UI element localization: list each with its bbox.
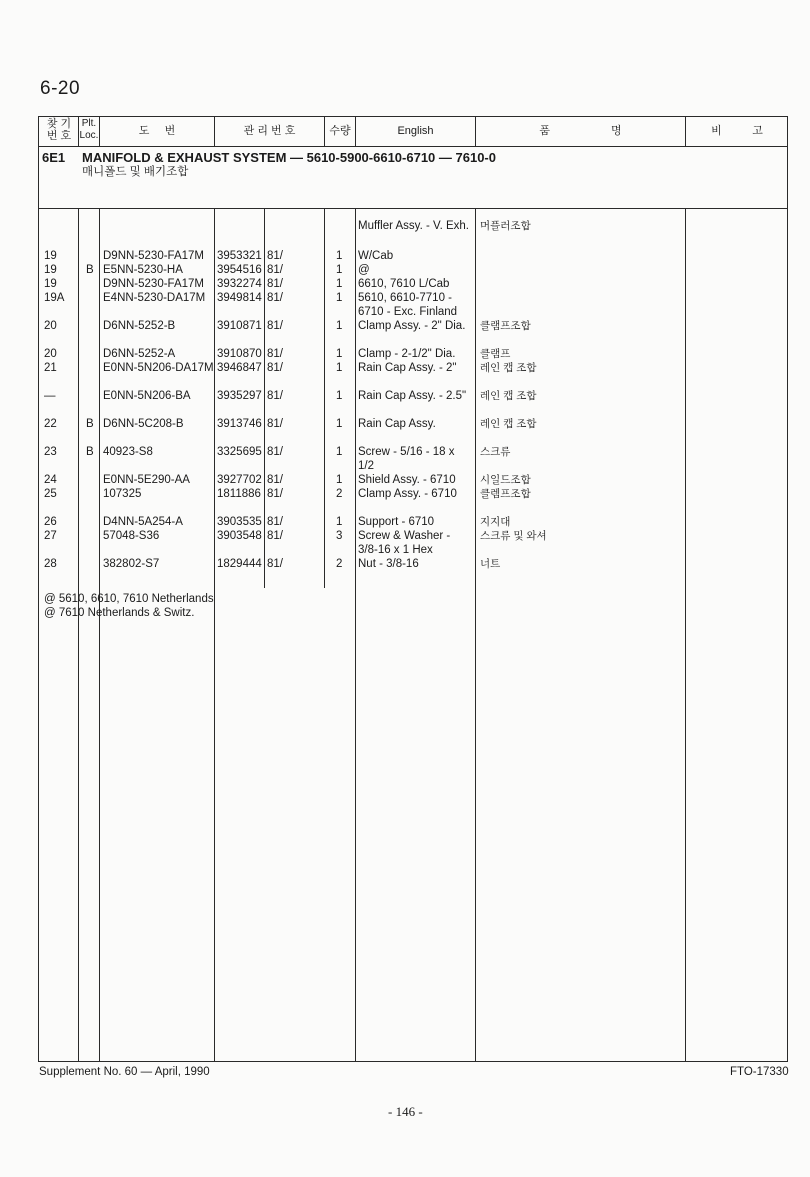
header-english: English — [397, 125, 434, 137]
header-mgmt-no: 관 리 번 호 — [243, 125, 296, 137]
row-code: 81/ — [267, 362, 283, 374]
row-code: 81/ — [267, 348, 283, 360]
row-code: 81/ — [267, 530, 283, 542]
row-description: 6710 - Exc. Finland — [358, 306, 458, 318]
row-mgmt-number: 3946847 — [217, 362, 262, 374]
row-quantity: 1 — [336, 446, 343, 458]
row-description: Screw - 5/16 - 18 x — [358, 446, 455, 458]
row-korean-name: 클램프조합 — [480, 320, 531, 332]
row-quantity: 1 — [336, 362, 343, 374]
row-ref-no: 22 — [44, 418, 57, 430]
row-description: Clamp Assy. - 2" Dia. — [358, 320, 466, 332]
row-part-number: D9NN-5230-FA17M — [103, 250, 204, 262]
row-description: Rain Cap Assy. - 2" — [358, 362, 457, 374]
row-part-number: E5NN-5230-HA — [103, 264, 183, 276]
row-code: 81/ — [267, 418, 283, 430]
header-korean-name: 품 명 — [539, 125, 622, 137]
row-ref-no: 24 — [44, 474, 57, 486]
row-ref-no: 26 — [44, 516, 57, 528]
row-quantity: 1 — [336, 320, 343, 332]
row-description: W/Cab — [358, 250, 394, 262]
row-quantity: 1 — [336, 390, 343, 402]
row-part-number: E4NN-5230-DA17M — [103, 292, 206, 304]
row-part-number: 107325 — [103, 488, 142, 500]
row-korean-name: 레인 캡 조합 — [480, 362, 537, 374]
footer-supplement: Supplement No. 60 — April, 1990 — [39, 1066, 210, 1078]
row-mgmt-number: 3910870 — [217, 348, 262, 360]
row-code: 81/ — [267, 390, 283, 402]
row-quantity: 1 — [336, 348, 343, 360]
row-description: Support - 6710 — [358, 516, 435, 528]
header-qty: 수량 — [329, 125, 351, 137]
footer-page-number: - 146 - — [388, 1104, 423, 1119]
row-description: Clamp - 2-1/2" Dia. — [358, 348, 456, 360]
row-quantity: 1 — [336, 264, 343, 276]
row-quantity: 1 — [336, 278, 343, 290]
row-ref-no: 21 — [44, 362, 57, 374]
row-korean-name: 클렘프조합 — [480, 488, 531, 500]
row-mgmt-number: 3910871 — [217, 320, 262, 332]
page-label: 6-20 — [40, 78, 81, 99]
row-plt-loc: B — [86, 446, 94, 458]
row-part-number: D6NN-5252-A — [103, 348, 176, 360]
row-mgmt-number: 3932274 — [217, 278, 262, 290]
row-ref-no: 28 — [44, 558, 57, 570]
row-ref-no: 20 — [44, 320, 57, 332]
row-korean-name: 레인 캡 조합 — [480, 418, 537, 430]
row-code: 81/ — [267, 264, 283, 276]
section-code: 6E1 — [42, 150, 66, 165]
footer-code: FTO-17330 — [730, 1066, 789, 1078]
row-ref-no: 27 — [44, 530, 57, 542]
row-mgmt-number: 3954516 — [217, 264, 262, 276]
row-description: Screw & Washer - — [358, 530, 451, 542]
row-description: 1/2 — [358, 460, 374, 472]
row-part-number: D6NN-5252-B — [103, 320, 176, 332]
row-code: 81/ — [267, 558, 283, 570]
row-korean-name: 스크류 및 와셔 — [480, 530, 547, 542]
row-korean-name: 지지대 — [480, 516, 511, 528]
row-quantity: 1 — [336, 516, 343, 528]
section-title: MANIFOLD & EXHAUST SYSTEM — 5610-5900-6610-6710 — 7610-0 — [82, 150, 496, 165]
section-divider — [38, 208, 788, 209]
row-quantity: 1 — [336, 418, 343, 430]
row-description: Clamp Assy. - 6710 — [358, 488, 457, 500]
row-code: 81/ — [267, 488, 283, 500]
row-ref-no: 19 — [44, 278, 57, 290]
row-part-number: 40923-S8 — [103, 446, 153, 458]
note-2: @ 7610 Netherlands & Switz. — [44, 607, 195, 619]
row-description: Shield Assy. - 6710 — [358, 474, 456, 486]
header-divider — [38, 146, 788, 147]
row-mgmt-number: 3325695 — [217, 446, 262, 458]
row-quantity: 1 — [336, 474, 343, 486]
row-code: 81/ — [267, 250, 283, 262]
row-description: 3/8-16 x 1 Hex — [358, 544, 433, 556]
section-korean: 매니폴드 및 배기조합 — [82, 166, 189, 178]
row-korean-name: 시일드조합 — [480, 474, 531, 486]
row-mgmt-number: 3935297 — [217, 390, 262, 402]
row-plt-loc: B — [86, 264, 94, 276]
row-quantity: 1 — [336, 250, 343, 262]
note-1: @ 5610, 6610, 7610 Netherlands — [44, 593, 214, 605]
row-part-number: D4NN-5A254-A — [103, 516, 183, 528]
row-part-number: E0NN-5N206-BA — [103, 390, 191, 402]
row-description: Rain Cap Assy. — [358, 418, 436, 430]
row-description: Muffler Assy. - V. Exh. — [358, 220, 469, 232]
header-part-no: 도 번 — [138, 125, 176, 137]
row-korean-name: 머플러조합 — [480, 220, 531, 232]
row-part-number: D9NN-5230-FA17M — [103, 278, 204, 290]
row-part-number: D6NN-5C208-B — [103, 418, 184, 430]
row-ref-no: 19A — [44, 292, 65, 304]
row-ref-no: 19 — [44, 250, 57, 262]
row-code: 81/ — [267, 320, 283, 332]
row-mgmt-number: 1811886 — [217, 488, 261, 500]
row-korean-name: 너트 — [480, 558, 501, 570]
row-description: Rain Cap Assy. - 2.5" — [358, 390, 467, 402]
row-description: Nut - 3/8-16 — [358, 558, 419, 570]
row-description: 5610, 6610-7710 - — [358, 292, 452, 304]
row-ref-no: — — [44, 390, 56, 402]
row-code: 81/ — [267, 446, 283, 458]
row-quantity: 2 — [336, 558, 343, 570]
row-description: 6610, 7610 L/Cab — [358, 278, 450, 290]
row-korean-name: 스크류 — [480, 446, 511, 458]
row-korean-name: 레인 캡 조합 — [480, 390, 537, 402]
row-ref-no: 19 — [44, 264, 57, 276]
row-mgmt-number: 1829444 — [217, 558, 262, 570]
row-quantity: 1 — [336, 292, 343, 304]
row-part-number: E0NN-5N206-DA17M — [103, 362, 214, 374]
row-part-number: E0NN-5E290-AA — [103, 474, 190, 486]
row-ref-no: 20 — [44, 348, 57, 360]
row-description: @ — [358, 264, 370, 276]
row-quantity: 2 — [336, 488, 343, 500]
row-ref-no: 23 — [44, 446, 57, 458]
row-mgmt-number: 3953321 — [217, 250, 262, 262]
row-code: 81/ — [267, 516, 283, 528]
row-code: 81/ — [267, 292, 283, 304]
row-mgmt-number: 3949814 — [217, 292, 262, 304]
row-ref-no: 25 — [44, 488, 57, 500]
row-part-number: 57048-S36 — [103, 530, 160, 542]
row-mgmt-number: 3913746 — [217, 418, 262, 430]
row-part-number: 382802-S7 — [103, 558, 160, 570]
row-code: 81/ — [267, 474, 283, 486]
row-quantity: 3 — [336, 530, 343, 542]
row-plt-loc: B — [86, 418, 94, 430]
row-mgmt-number: 3903535 — [217, 516, 262, 528]
header-plt-loc: Plt. Loc. — [79, 118, 99, 141]
row-korean-name: 클램프 — [480, 348, 511, 360]
row-code: 81/ — [267, 278, 283, 290]
header-ref-no: 찾 기 번 호 — [46, 118, 72, 142]
row-mgmt-number: 3903548 — [217, 530, 262, 542]
header-remarks: 비 고 — [711, 125, 763, 137]
row-mgmt-number: 3927702 — [217, 474, 262, 486]
